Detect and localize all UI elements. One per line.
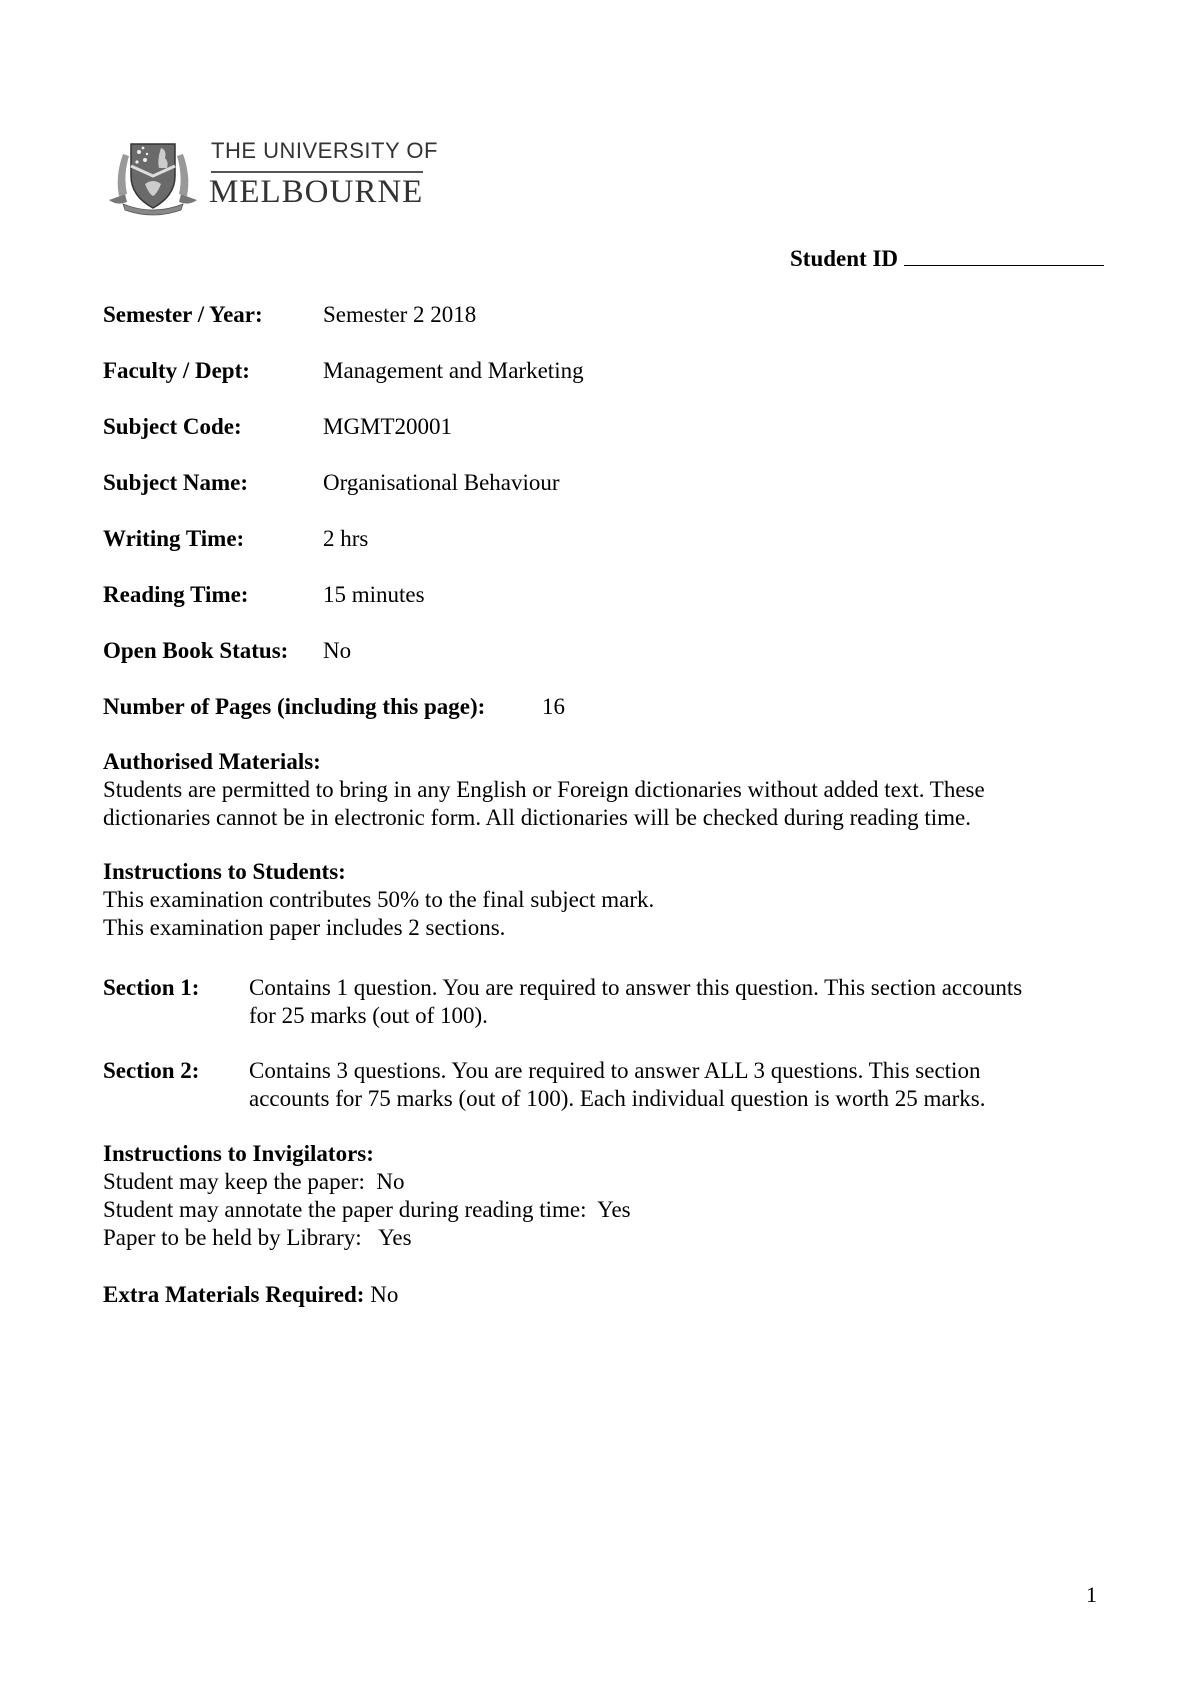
instructions-students: [103, 858, 1083, 942]
info-row-faculty: [103, 358, 584, 384]
section-label: Section 2:: [103, 1058, 200, 1083]
logo-divider: [211, 171, 423, 173]
info-value: 2 hrs: [323, 526, 369, 551]
info-label: Writing Time:: [103, 526, 245, 551]
invigilator-line: Student may keep the paper: No: [103, 1169, 405, 1194]
authorised-line: Students are permitted to bring in any English or Foreign dictionaries without added text. These: [103, 777, 985, 802]
info-row-reading-time: [103, 582, 425, 608]
instructions-students-heading: Instructions to Students:: [103, 859, 346, 884]
info-value: No: [323, 638, 352, 663]
invigilator-line: Student may annotate the paper during reading time: Yes: [103, 1197, 631, 1222]
instructions-invigilators: [103, 1140, 1083, 1252]
info-label: Open Book Status:: [103, 638, 289, 663]
info-row-pages: [103, 694, 565, 720]
university-logo: [105, 136, 438, 216]
crest-icon: [105, 136, 201, 216]
student-id-blank[interactable]: [904, 247, 1104, 266]
authorised-materials: [103, 748, 1083, 832]
info-label: Reading Time:: [103, 582, 249, 607]
section-line: for 25 marks (out of 100).: [249, 1003, 488, 1028]
authorised-line: dictionaries cannot be in electronic form. All dictionaries will be checked during reading time.: [103, 805, 971, 830]
info-row-subject-name: [103, 470, 560, 496]
invigilator-line: Paper to be held by Library: Yes: [103, 1225, 412, 1250]
pages-value: 16: [542, 694, 565, 719]
instructions-invigilators-heading: Instructions to Invigilators:: [103, 1141, 374, 1166]
info-label: Faculty / Dept:: [103, 358, 250, 383]
section-description: [249, 974, 1093, 1030]
section-line: accounts for 75 marks (out of 100). Each individual question is worth 25 marks.: [249, 1086, 986, 1111]
extra-materials-value: No: [370, 1282, 399, 1307]
extra-materials: [103, 1281, 1083, 1309]
section-line: Contains 3 questions. You are required to answer ALL 3 questions. This section: [249, 1058, 981, 1083]
pages-label: Number of Pages (including this page):: [103, 694, 486, 719]
info-value: Organisational Behaviour: [323, 470, 560, 495]
page-number: 1: [1086, 1582, 1097, 1607]
logo-wordmark: [207, 136, 438, 216]
info-row-subject-code: [103, 414, 453, 440]
section-description: [249, 1057, 1093, 1113]
extra-materials-label: Extra Materials Required:: [103, 1282, 365, 1307]
info-value: Management and Marketing: [323, 358, 584, 383]
info-label: Semester / Year:: [103, 302, 263, 327]
info-row-semester: [103, 302, 477, 328]
student-id-label: Student ID: [790, 246, 899, 271]
info-label: Subject Name:: [103, 470, 248, 495]
section-label: Section 1:: [103, 975, 200, 1000]
info-row-open-book: [103, 638, 352, 664]
authorised-heading: Authorised Materials:: [103, 749, 321, 774]
info-label: Subject Code:: [103, 414, 242, 439]
info-value: MGMT20001: [323, 414, 453, 439]
section-line: Contains 1 question. You are required to answer this question. This section accounts: [249, 975, 1023, 1000]
logo-line-2: MELBOURNE: [209, 174, 424, 210]
logo-line-1: THE UNIVERSITY OF: [211, 138, 438, 163]
info-row-writing-time: [103, 526, 369, 552]
instructions-students-line: This examination paper includes 2 sections.: [103, 915, 506, 940]
instructions-students-line: This examination contributes 50% to the final subject mark.: [103, 887, 655, 912]
student-id-field: [790, 246, 1104, 272]
info-value: Semester 2 2018: [323, 302, 477, 327]
info-value: 15 minutes: [323, 582, 425, 607]
